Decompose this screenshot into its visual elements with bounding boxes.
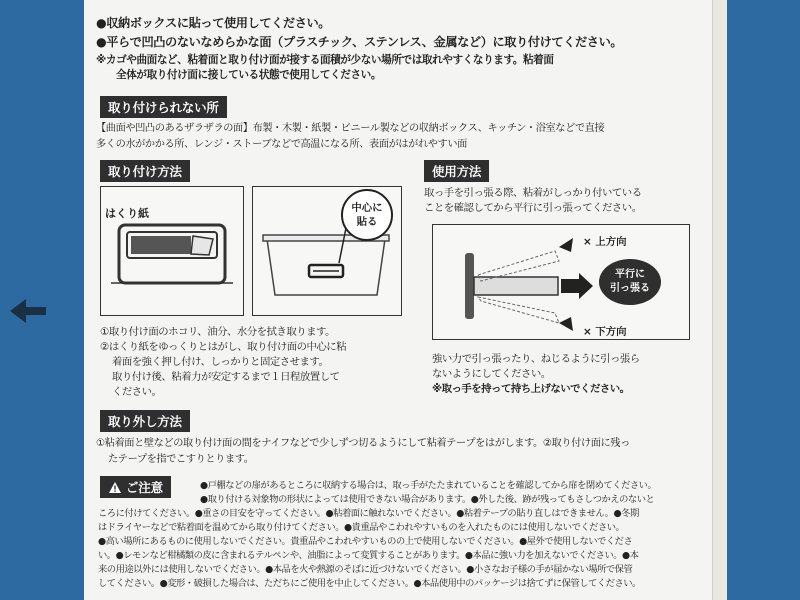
caution-line-7: 来の用途以外には使用しないでください。●本品を火や熱源のそばに近づけないでください。●小さなお子様の手が届かない場所で保管 [98,564,633,575]
removal-line-1: ①粘着面と壁などの取り付け面の間をナイフなどで少しずつ切るようにして粘着テープをはがします。②取り付け面に残っ [96,438,630,449]
warning-triangle-icon [108,481,122,494]
parallel-badge-line-2: 引っ張る [610,283,650,294]
center-attach-badge [341,189,393,241]
center-badge-line-1: 中心に [351,202,383,214]
removal-heading: 取り外し方法 [100,410,190,432]
mounting-step-2b: 着面を強く押し付け、しっかりと固定させます。 [112,356,329,368]
not-mountable-heading: 取り付けられない所 [100,96,227,118]
caution-title: ご注意 [126,480,163,495]
intro-line-1: ●収納ボックスに貼って使用してください。 [96,16,331,30]
usage-heading: 使用方法 [424,160,489,182]
direction-up-label: × 上方向 [583,236,627,248]
caution-line-4: はドライヤーなどで粘着面を温めてから取り付けてください。●貴重品やこわれやすいものを入れたものには使用しないでください。 [98,522,625,533]
usage-warning-3: ※取っ手を持って持ち上げないでください。 [432,383,630,395]
caution-line-5: ●高い場所にあるものに使用しないでください。貴重品やこわれやすいものの上で使用しないでください。●屋外で使用しないでくださ [98,536,633,547]
center-badge-line-2: 貼る [356,216,378,228]
intro-line-4: 全体が取り付け面に接している状態で使用してください。 [116,69,382,81]
intro-line-3: ※カゴや曲面など、粘着面と取り付け面が接する面積が少ない場所では取れやすくなります。粘着面 [96,54,554,66]
intro-line-2: ●平らで凹凸のないなめらかな面（プラスチック、ステンレス、金属など）に取り付けてください。 [96,35,623,49]
parallel-pull-badge [599,259,661,305]
parallel-badge-line-1: 平行に [615,269,645,280]
usage-text-1: 取っ手を引っ張る際、粘着がしっかり付いている [424,187,642,199]
caution-line-8: してください。●変形・破損した場合は、ただちにご使用を中止してください。●本品使用中のパッケージは捨てずに保管してください。 [98,578,641,589]
mounting-step-3b: ください。 [112,386,162,398]
not-mountable-line-1: 【曲面や凹凸のあるザラザラの面】布製・木製・紙製・ビニール製などの収納ボックス、キッチン・浴室などで直接 [96,123,605,134]
peeling-paper-label: はくり紙 [105,207,149,220]
removal-line-2: たテープを指でこすりとります。 [108,454,254,465]
mounting-step-2a: ②はくり紙をゆっくりとはがし、取り付け面の中心に粘 [100,341,347,353]
left-arrow-icon [8,296,48,326]
caution-line-2: ●取り付ける対象物の形状によっては使用できない場合があります。●外した後、跡が残ってもさしつかえのないと [200,494,655,505]
usage-warning-2: ないようにしてください。 [432,368,551,380]
package-edge [712,0,727,600]
caution-line-1: ●戸棚などの扉があるところに収納する場合は、取っ手がたたまれていることを確認してから扉を閉めてください。 [200,480,657,491]
mounting-step-3a: 取り付け後、粘着力が安定するまで１日程放置して [112,371,340,383]
mounting-illustration-1 [100,186,244,316]
direction-down-label: × 下方向 [583,326,627,338]
mounting-illustration-2 [252,186,402,316]
usage-text-2: ことを確認してから平行に引っ張ってください。 [424,202,642,214]
mounting-heading: 取り付け方法 [100,160,190,182]
arrow-right-icon [561,273,593,299]
package-label [84,0,712,600]
usage-warning-1: 強い力で引っ張ったり、ねじるように引っ張ら [432,353,640,365]
back-arrow-button[interactable] [6,293,50,329]
usage-illustration [432,224,690,340]
caution-line-6: い。●レモンなど柑橘類の皮に含まれるテルペンや、油脂によって変質することがあります。●本品に強い力を加えないでください。●本 [98,550,639,561]
caution-line-3: ころに付けてください。●重さの目安を守ってください。●粘着面に触れないでください。●粘着テープの貼り直しはできません。●冬期 [98,508,639,519]
mounting-step-1: ①取り付け面のホコリ、油分、水分を拭き取ります。 [100,326,335,338]
not-mountable-line-2: 多くの水がかかる所、レンジ・ストーブなどで高温になる所、表面がはがれやすい面 [96,139,467,150]
caution-heading [100,476,171,498]
